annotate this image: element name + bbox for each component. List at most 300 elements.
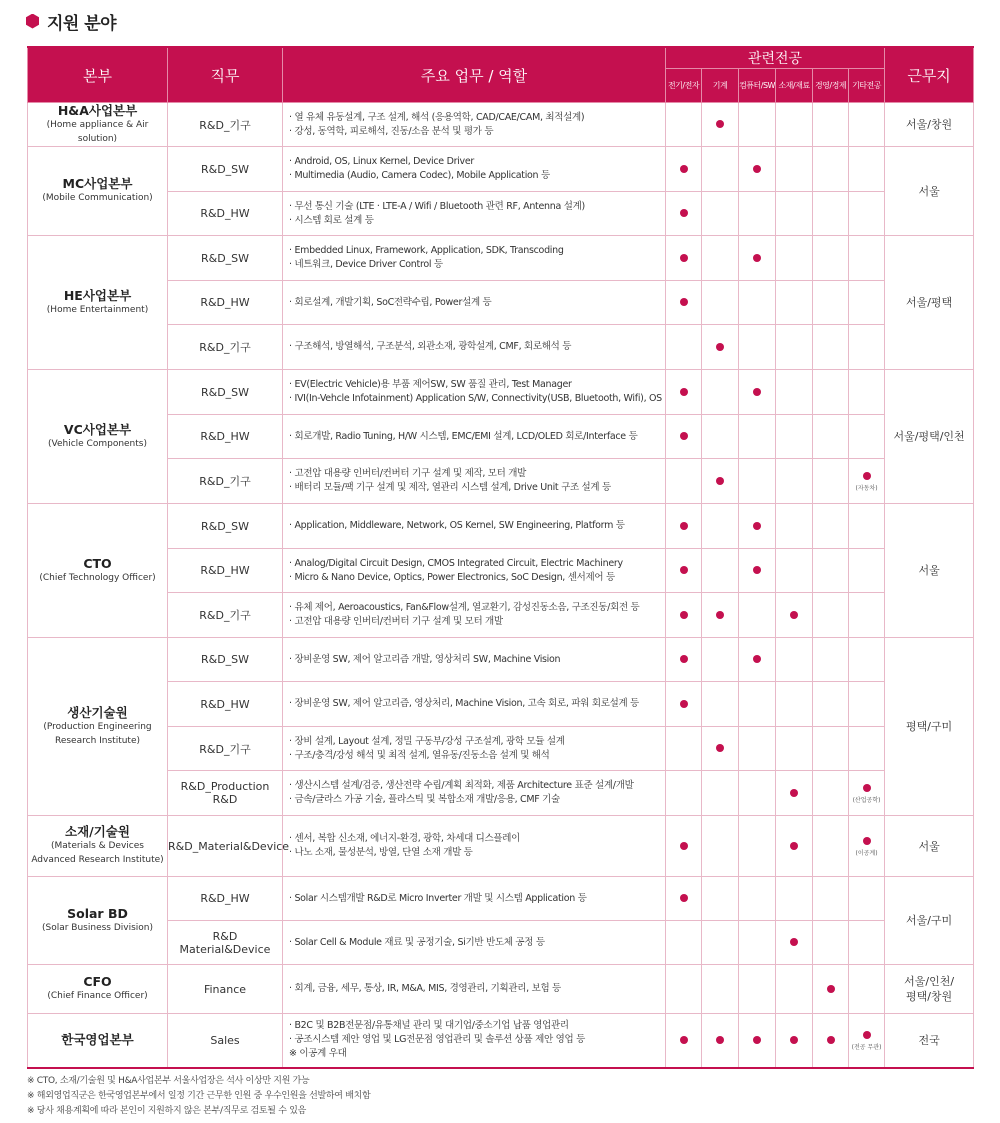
- major-cell: [849, 816, 885, 877]
- dot-icon: [753, 254, 761, 262]
- role-cell: R&D_기구: [168, 459, 283, 504]
- location-cell: 서울/창원: [885, 103, 974, 147]
- major-cell: [702, 415, 739, 459]
- major-cell: [813, 415, 849, 459]
- dot-icon: [790, 1036, 798, 1044]
- major-cell: [739, 638, 776, 682]
- dot-icon: [680, 566, 688, 574]
- tasks-cell: [283, 370, 666, 415]
- dot-icon: [680, 655, 688, 663]
- task-line: · 회로설계, 개발기획, SoC전략수립, Power설계 등: [289, 296, 492, 308]
- dot-icon: [753, 655, 761, 663]
- location-cell: 서울: [885, 504, 974, 638]
- major-cell: [776, 727, 813, 771]
- major-cell: [666, 147, 702, 192]
- major-cell: [666, 727, 702, 771]
- role-cell: R&D_SW: [168, 370, 283, 415]
- division-subtitle: (Chief Technology Officer): [39, 572, 156, 583]
- major-cell: [702, 192, 739, 236]
- major-cell: [666, 192, 702, 236]
- major-cell: [739, 1014, 776, 1068]
- major-cell: [813, 192, 849, 236]
- division-cell: [28, 236, 168, 370]
- tasks-cell: [283, 504, 666, 549]
- major-note: (전공 무관): [851, 1043, 882, 1051]
- task-line: · 시스템 회로 설계 등: [289, 214, 374, 226]
- major-cell: [813, 103, 849, 147]
- major-cell: [849, 415, 885, 459]
- support-fields-table: [27, 46, 974, 1069]
- table-row: [28, 370, 974, 415]
- dot-icon: [790, 842, 798, 850]
- tasks-cell: [283, 638, 666, 682]
- dot-icon: [863, 837, 871, 845]
- major-cell: [666, 103, 702, 147]
- division-cell: [28, 816, 168, 877]
- major-cell: [776, 816, 813, 877]
- header-major: 전기/전자: [666, 69, 702, 103]
- major-cell: [776, 281, 813, 325]
- major-cell: [739, 727, 776, 771]
- major-cell: [813, 593, 849, 638]
- header-major: 기계: [702, 69, 739, 103]
- role-cell: R&D_기구: [168, 325, 283, 370]
- dot-icon: [753, 165, 761, 173]
- table-row: [28, 771, 974, 816]
- major-cell: [666, 459, 702, 504]
- table-row: [28, 1014, 974, 1068]
- major-note: (산업공학): [852, 796, 881, 804]
- major-cell: [702, 921, 739, 965]
- major-cell: [702, 370, 739, 415]
- major-cell: [739, 147, 776, 192]
- division-cell: [28, 638, 168, 816]
- major-cell: [666, 281, 702, 325]
- major-cell: [776, 638, 813, 682]
- major-cell: [739, 549, 776, 593]
- major-cell: [702, 236, 739, 281]
- role-cell: R&D_HW: [168, 281, 283, 325]
- table-row: [28, 192, 974, 236]
- role-cell: R&D_기구: [168, 593, 283, 638]
- task-line: · 장비운영 SW, 제어 알고리즘 개발, 영상처리 SW, Machine Vision: [289, 653, 561, 665]
- major-cell: [666, 325, 702, 370]
- dot-icon: [790, 789, 798, 797]
- major-cell: [849, 921, 885, 965]
- major-cell: [666, 236, 702, 281]
- major-cell: [666, 549, 702, 593]
- task-line: · 고전압 대용량 인버터/컨버터 기구 설계 및 제작, 모터 개발: [289, 468, 526, 479]
- major-cell: [849, 593, 885, 638]
- dot-icon: [680, 298, 688, 306]
- major-cell: [702, 965, 739, 1014]
- task-line: · 열 유체 유동설계, 구조 설계, 해석 (응용역학, CAD/CAE/CAM, 최적설계): [289, 111, 585, 123]
- task-line: · 공조시스템 제안 영업 및 LG전문점 영업관리 및 솔루션 상품 제안 영업 등: [289, 1034, 585, 1046]
- task-line: · 유체 제어, Aeroacoustics, Fan&Flow설계, 열교환기, 감성진동소음, 구조진동/회전 등: [289, 602, 640, 613]
- major-cell: [666, 816, 702, 877]
- major-cell: [739, 921, 776, 965]
- dot-icon: [790, 938, 798, 946]
- major-cell: [813, 921, 849, 965]
- major-cell: [813, 325, 849, 370]
- dot-icon: [716, 1036, 724, 1044]
- dot-icon: [716, 120, 724, 128]
- location-cell: 전국: [885, 1014, 974, 1068]
- header-major: 컴퓨터/SW: [739, 69, 776, 103]
- dot-icon: [680, 842, 688, 850]
- major-cell: [849, 370, 885, 415]
- major-cell: [702, 816, 739, 877]
- major-cell: [739, 593, 776, 638]
- table-row: [28, 921, 974, 965]
- division-name: MC사업본부: [62, 176, 133, 191]
- major-cell: [776, 192, 813, 236]
- major-cell: [849, 325, 885, 370]
- division-subtitle: (Solar Business Division): [41, 922, 154, 933]
- dot-icon: [716, 477, 724, 485]
- table-row: [28, 459, 974, 504]
- role-cell: R&D_SW: [168, 236, 283, 281]
- role-cell: R&D_SW: [168, 147, 283, 192]
- major-cell: [739, 415, 776, 459]
- task-line: · 생산시스템 설계/검증, 생산전략 수립/계획 최적화, 제품 Architecture 표준 설계/개발: [289, 780, 634, 791]
- task-line: · IVI(In-Vehcle Infotainment) Application S/W, Connectivity(USB, Bluetooth, Wifi), OS: [289, 393, 662, 404]
- task-line: · Application, Middleware, Network, OS Kernel, SW Engineering, Platform 등: [289, 520, 625, 531]
- table-row: [28, 415, 974, 459]
- dot-icon: [863, 1031, 871, 1039]
- location-cell: 평택/구미: [885, 638, 974, 816]
- task-line: ※ 이공계 우대: [289, 1048, 347, 1060]
- task-line: · Multimedia (Audio, Camera Codec), Mobile Application 등: [289, 170, 550, 181]
- major-cell: [776, 147, 813, 192]
- major-cell: [813, 816, 849, 877]
- major-cell: [849, 147, 885, 192]
- role-cell: R&D_HW: [168, 877, 283, 921]
- division-cell: [28, 1014, 168, 1068]
- header-major: 경영/경제: [813, 69, 849, 103]
- dot-icon: [753, 522, 761, 530]
- footnote: ※ CTO, 소재/기술원 및 H&A사업본부 서울사업장은 석사 이상만 지원 가능: [27, 1076, 310, 1086]
- section-title: [26, 8, 116, 34]
- role-cell: Finance: [168, 965, 283, 1014]
- division-cell: [28, 147, 168, 236]
- major-cell: [702, 638, 739, 682]
- task-line: · Solar 시스템개발 R&D로 Micro Inverter 개발 및 시스템 Application 등: [289, 892, 587, 904]
- major-cell: [739, 236, 776, 281]
- role-cell: R&D_SW: [168, 638, 283, 682]
- header-location: 근무지: [885, 47, 974, 103]
- division-subtitle: (Mobile Communication): [42, 193, 153, 203]
- major-cell: [702, 727, 739, 771]
- major-cell: [702, 103, 739, 147]
- table-row: [28, 236, 974, 281]
- role-cell: R&D Material&Device: [168, 921, 283, 965]
- major-cell: [813, 727, 849, 771]
- tasks-cell: [283, 325, 666, 370]
- tasks-cell: [283, 415, 666, 459]
- major-cell: [813, 281, 849, 325]
- division-subtitle: (Production Engineering Research Institute): [43, 721, 152, 746]
- tasks-cell: [283, 192, 666, 236]
- major-cell: [813, 549, 849, 593]
- footnote: ※ 해외영업직군은 한국영업본부에서 일정 기간 근무한 인원 중 우수인원을 선발하여 배치함: [27, 1091, 371, 1101]
- division-cell: [28, 965, 168, 1014]
- tasks-cell: [283, 771, 666, 816]
- table-row: [28, 504, 974, 549]
- major-cell: [702, 593, 739, 638]
- division-subtitle: (Vehicle Components): [47, 438, 147, 449]
- major-cell: [702, 771, 739, 816]
- major-cell: [739, 877, 776, 921]
- major-cell: [776, 459, 813, 504]
- tasks-cell: [283, 727, 666, 771]
- location-cell: 서울/평택/인천: [885, 370, 974, 504]
- tasks-cell: [283, 1014, 666, 1068]
- major-cell: [849, 192, 885, 236]
- table-body: [28, 103, 974, 1068]
- major-cell: [776, 370, 813, 415]
- table-row: [28, 965, 974, 1014]
- role-cell: R&D_Material&Device: [168, 816, 283, 877]
- major-cell: [666, 921, 702, 965]
- major-cell: [739, 504, 776, 549]
- dot-icon: [716, 611, 724, 619]
- dot-icon: [753, 388, 761, 396]
- major-cell: [666, 638, 702, 682]
- hexagon-bullet-icon: [26, 14, 39, 29]
- division-name: 한국영업본부: [61, 1032, 134, 1048]
- table-row: [28, 281, 974, 325]
- division-subtitle: (Chief Finance Officer): [47, 991, 148, 1001]
- role-cell: R&D_기구: [168, 103, 283, 147]
- major-cell: [776, 549, 813, 593]
- task-line: · 무선 통신 기술 (LTE · LTE-A / Wifi / Bluetooth 관련 RF, Antenna 설계): [289, 200, 585, 212]
- task-line: · EV(Electric Vehicle)용 부품 제어SW, SW 품질 관리, Test Manager: [289, 379, 572, 390]
- task-line: · B2C 및 B2B전문점/유통채널 관리 및 대기업/중소기업 납품 영업관리: [289, 1020, 569, 1032]
- major-cell: [849, 771, 885, 816]
- location-cell: 서울/인천/ 평택/창원: [885, 965, 974, 1014]
- role-cell: R&D_SW: [168, 504, 283, 549]
- major-cell: [776, 236, 813, 281]
- task-line: · 네트워크, Device Driver Control 등: [289, 259, 443, 270]
- dot-icon: [863, 472, 871, 480]
- major-cell: [776, 877, 813, 921]
- table-row: [28, 147, 974, 192]
- major-cell: [776, 504, 813, 549]
- role-cell: R&D_HW: [168, 192, 283, 236]
- dot-icon: [716, 343, 724, 351]
- dot-icon: [827, 1036, 835, 1044]
- division-name: CFO: [83, 974, 112, 989]
- major-cell: [813, 877, 849, 921]
- major-cell: [776, 325, 813, 370]
- dot-icon: [753, 1036, 761, 1044]
- task-line: · 나노 소재, 물성분석, 방열, 단열 소재 개발 등: [289, 847, 473, 858]
- tasks-cell: [283, 236, 666, 281]
- major-cell: [813, 1014, 849, 1068]
- major-cell: [739, 103, 776, 147]
- role-cell: R&D_HW: [168, 415, 283, 459]
- dot-icon: [680, 894, 688, 902]
- dot-icon: [680, 611, 688, 619]
- task-line: · 장비운영 SW, 제어 알고리즘, 영상처리, Machine Vision, 고속 회로, 파워 회로설계 등: [289, 698, 639, 709]
- major-cell: [739, 816, 776, 877]
- major-cell: [776, 771, 813, 816]
- major-cell: [739, 771, 776, 816]
- task-line: · Solar Cell & Module 재료 및 공정기술, Si기반 반도체 공정 등: [289, 936, 545, 948]
- division-name: H&A사업본부: [57, 102, 138, 118]
- major-cell: [702, 459, 739, 504]
- major-cell: [666, 965, 702, 1014]
- major-cell: [849, 877, 885, 921]
- major-note: (자동차): [855, 484, 878, 492]
- major-cell: [813, 459, 849, 504]
- major-cell: [739, 370, 776, 415]
- major-cell: [702, 1014, 739, 1068]
- role-cell: R&D_Production R&D: [168, 771, 283, 816]
- major-cell: [813, 682, 849, 727]
- tasks-cell: [283, 593, 666, 638]
- major-cell: [849, 682, 885, 727]
- major-cell: [849, 549, 885, 593]
- tasks-cell: [283, 281, 666, 325]
- major-cell: [666, 593, 702, 638]
- division-cell: [28, 370, 168, 504]
- major-cell: [702, 325, 739, 370]
- tasks-cell: [283, 549, 666, 593]
- major-cell: [849, 281, 885, 325]
- major-cell: [813, 504, 849, 549]
- header-role: 직무: [168, 47, 283, 103]
- table-row: [28, 638, 974, 682]
- task-line: · 고전압 대용량 인버터/컨버터 기구 설계 및 모터 개발: [289, 616, 503, 627]
- division-name: 소재/기술원: [65, 824, 130, 839]
- role-cell: R&D_HW: [168, 549, 283, 593]
- dot-icon: [790, 611, 798, 619]
- dot-icon: [680, 388, 688, 396]
- header-division: 본부: [28, 47, 168, 103]
- location-cell: 서울/평택: [885, 236, 974, 370]
- table-row: [28, 549, 974, 593]
- tasks-cell: [283, 103, 666, 147]
- major-cell: [702, 147, 739, 192]
- task-line: · 장비 설계, Layout 설계, 정밀 구동부/강성 구조설계, 광학 모듈 설계: [289, 735, 565, 747]
- header-major: 기타전공: [849, 69, 885, 103]
- dot-icon: [680, 1036, 688, 1044]
- major-cell: [776, 965, 813, 1014]
- task-line: · 회계, 금융, 세무, 통상, IR, M&A, MIS, 경영관리, 기획관리, 보험 등: [289, 983, 561, 994]
- task-line: · 회로개발, Radio Tuning, H/W 시스템, EMC/EMI 설계, LCD/OLED 회로/Interface 등: [289, 430, 638, 442]
- dot-icon: [753, 566, 761, 574]
- task-line: · 배터리 모듈/팩 기구 설계 및 제작, 열관리 시스템 설계, Drive Unit 구조 설계 등: [289, 482, 611, 493]
- division-cell: [28, 877, 168, 965]
- dot-icon: [680, 432, 688, 440]
- task-line: · 구조/충격/강성 해석 및 최적 설계, 열유동/진동소음 설계 및 해석: [289, 749, 550, 761]
- dot-icon: [680, 254, 688, 262]
- tasks-cell: [283, 965, 666, 1014]
- tasks-cell: [283, 921, 666, 965]
- major-cell: [739, 281, 776, 325]
- major-cell: [666, 682, 702, 727]
- major-cell: [776, 103, 813, 147]
- table-row: [28, 593, 974, 638]
- tasks-cell: [283, 459, 666, 504]
- role-cell: R&D_HW: [168, 682, 283, 727]
- tasks-cell: [283, 147, 666, 192]
- major-cell: [849, 638, 885, 682]
- major-cell: [702, 504, 739, 549]
- major-cell: [813, 965, 849, 1014]
- dot-icon: [680, 522, 688, 530]
- task-line: · 구조해석, 방열해석, 구조분석, 외관소재, 광학설계, CMF, 회로해석 등: [289, 341, 572, 352]
- major-cell: [739, 965, 776, 1014]
- location-cell: 서울: [885, 816, 974, 877]
- header-major: 소재/재료: [776, 69, 813, 103]
- role-cell: R&D_기구: [168, 727, 283, 771]
- major-cell: [739, 325, 776, 370]
- major-cell: [776, 415, 813, 459]
- major-cell: [702, 549, 739, 593]
- division-cell: [28, 504, 168, 638]
- major-cell: [666, 370, 702, 415]
- major-cell: [666, 1014, 702, 1068]
- division-name: CTO: [83, 555, 112, 571]
- major-cell: [666, 877, 702, 921]
- task-line: · Embedded Linux, Framework, Application, SDK, Transcoding: [289, 245, 564, 256]
- major-cell: [849, 727, 885, 771]
- major-cell: [666, 771, 702, 816]
- major-cell: [666, 504, 702, 549]
- major-cell: [776, 1014, 813, 1068]
- tasks-cell: [283, 877, 666, 921]
- dot-icon: [680, 209, 688, 217]
- dot-icon: [863, 784, 871, 792]
- major-cell: [666, 415, 702, 459]
- major-cell: [849, 236, 885, 281]
- major-cell: [702, 682, 739, 727]
- major-cell: [849, 965, 885, 1014]
- major-note: (이공계): [855, 849, 878, 857]
- task-line: · Micro & Nano Device, Optics, Power Electronics, SoC Design, 센서제어 등: [289, 571, 615, 583]
- footnotes: [27, 1074, 370, 1119]
- table-row: [28, 325, 974, 370]
- location-cell: 서울/구미: [885, 877, 974, 965]
- major-cell: [813, 370, 849, 415]
- task-line: · Analog/Digital Circuit Design, CMOS Integrated Circuit, Electric Machinery: [289, 557, 623, 569]
- division-name: HE사업본부: [63, 287, 132, 303]
- table-row: [28, 103, 974, 147]
- major-cell: [776, 682, 813, 727]
- major-cell: [849, 1014, 885, 1068]
- role-cell: Sales: [168, 1014, 283, 1068]
- major-cell: [739, 682, 776, 727]
- section-title-text: 지원 분야: [47, 13, 117, 34]
- tasks-cell: [283, 682, 666, 727]
- major-cell: [776, 593, 813, 638]
- table-row: [28, 816, 974, 877]
- major-cell: [849, 103, 885, 147]
- task-line: · 금속/글라스 가공 기술, 플라스틱 및 복합소재 개발/응용, CMF 기술: [289, 794, 560, 805]
- footnote: ※ 당사 채용계획에 따라 본인이 지원하지 않은 본부/직무로 검토될 수 있음: [27, 1106, 307, 1116]
- major-cell: [813, 236, 849, 281]
- dot-icon: [716, 744, 724, 752]
- division-subtitle: (Home appliance & Air solution): [46, 119, 149, 144]
- division-name: Solar BD: [67, 905, 128, 921]
- table-row: [28, 727, 974, 771]
- major-cell: [813, 638, 849, 682]
- major-cell: [702, 877, 739, 921]
- major-cell: [849, 459, 885, 504]
